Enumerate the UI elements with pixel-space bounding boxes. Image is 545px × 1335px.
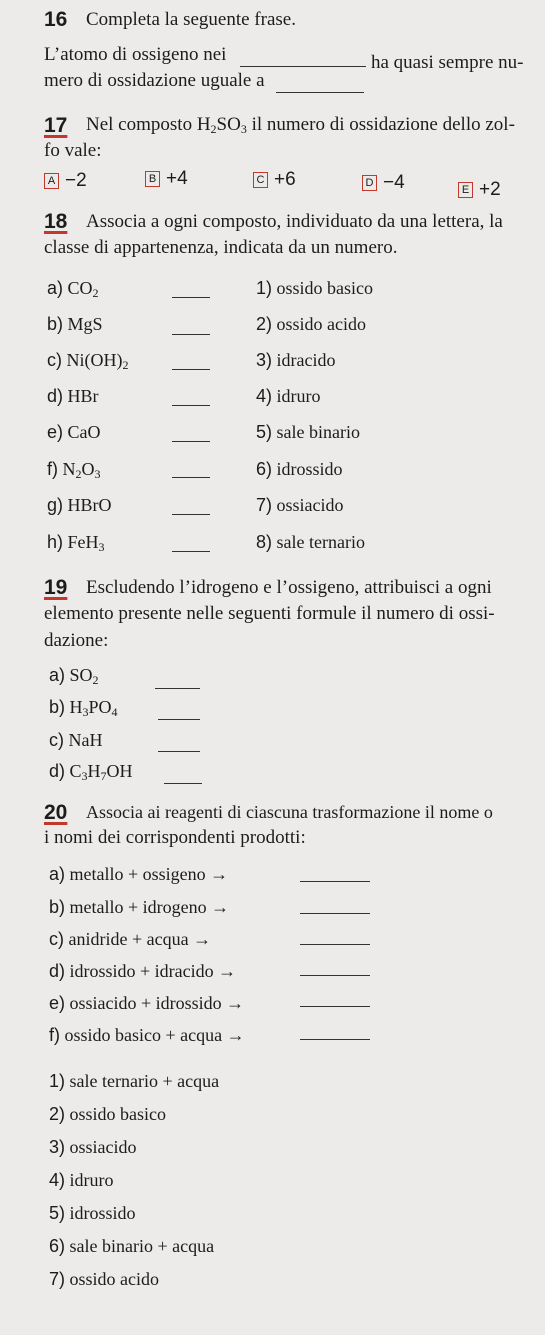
class-7-label: ossiacido [276,495,344,515]
class-6-num: 6) [256,459,273,479]
formula-a-p1: SO [69,665,93,685]
compound-f-blank[interactable] [172,477,210,478]
compound-g-base: HBrO [67,495,112,515]
exercise-17-sub2: 3 [240,122,247,136]
product-1-label: sale ternario + acqua [69,1071,220,1091]
class-4 [256,386,321,407]
reaction-e-text: ossiacido + idrossido → [69,993,245,1013]
class-2-num: 2) [256,314,273,334]
reaction-d-blank[interactable] [300,975,370,976]
exercise-19-number: 19 [44,576,68,599]
option-c-box: C [253,172,268,188]
exercise-20-line1: Associa ai reagenti di ciascuna trasformazione il nome o [86,802,493,822]
reaction-a-letter: a) [49,864,66,884]
reaction-d [49,961,236,982]
product-2-label: ossido basico [69,1104,167,1124]
formula-d [49,761,133,782]
reaction-a [49,864,228,885]
compound-c-sub: 2 [122,358,129,372]
exercise-19-line1: Escludendo l’idrogeno e l’ossigeno, attribuisci a ogni [86,577,492,598]
formula-a [49,665,99,686]
exercise-19-line2: elemento presente nelle seguenti formule il numero di ossi- [44,603,495,624]
product-3-num: 3) [49,1137,66,1157]
compound-f-base: N [62,459,76,479]
compound-e-letter: e) [47,422,64,442]
option-b[interactable] [145,168,188,190]
formula-b-s1: 3 [82,705,89,719]
product-4-label: idruro [69,1170,114,1190]
compound-g-blank[interactable] [172,514,210,515]
product-3-label: ossiacido [69,1137,137,1157]
class-5 [256,422,360,443]
option-d[interactable] [362,172,405,194]
exercise-17-sub1: 2 [210,122,217,136]
compound-b-base: MgS [67,314,103,334]
compound-d-blank[interactable] [172,405,210,406]
compound-h-base: FeH [67,532,99,552]
compound-f-letter: f) [47,459,58,479]
reaction-c-text: anidride + acqua → [68,929,212,949]
compound-c-blank[interactable] [172,369,210,370]
formula-d-p2: H [87,761,101,781]
compound-a [47,278,99,299]
compound-g [47,495,112,516]
exercise-17-line2: fo vale: [44,140,102,161]
class-2-label: ossido acido [276,314,367,334]
exercise-17-text-after: il numero di ossidazione dello zol- [246,114,515,135]
compound-f [47,459,101,480]
formula-b [49,697,118,718]
option-b-value: +4 [166,168,188,189]
compound-h-blank[interactable] [172,551,210,552]
exercise-19-line3: dazione: [44,630,109,651]
product-1-num: 1) [49,1071,66,1091]
reaction-b-text: metallo + idrogeno → [69,897,230,917]
formula-c-letter: c) [49,730,64,750]
product-7 [49,1269,159,1290]
compound-b [47,314,103,335]
formula-b-blank[interactable] [158,719,200,720]
reaction-d-letter: d) [49,961,66,981]
product-4 [49,1170,114,1191]
reaction-c [49,929,211,950]
product-3 [49,1137,137,1158]
exercise-16-blank-1[interactable] [240,66,366,67]
formula-d-p3: OH [106,761,133,781]
product-1 [49,1071,219,1092]
compound-c-letter: c) [47,350,62,370]
class-8 [256,532,365,553]
reaction-a-blank[interactable] [300,881,370,882]
exercise-18-line2: classe di appartenenza, indicata da un numero. [44,237,398,258]
class-1 [256,278,373,299]
compound-a-blank[interactable] [172,297,210,298]
compound-a-sub: 2 [92,286,99,300]
formula-d-s2: 7 [100,769,107,783]
product-2-num: 2) [49,1104,66,1124]
option-d-box: D [362,175,377,191]
class-1-label: ossido basico [276,278,374,298]
formula-b-s2: 4 [111,705,118,719]
compound-h [47,532,105,553]
compound-f-tail: O [81,459,95,479]
formula-b-p2: PO [88,697,112,717]
compound-a-letter: a) [47,278,64,298]
exercise-16-blank-2[interactable] [276,92,364,93]
product-7-label: ossido acido [69,1269,160,1289]
product-5-label: idrossido [69,1203,136,1223]
class-1-num: 1) [256,278,273,298]
option-e[interactable] [458,179,501,201]
formula-a-s1: 2 [92,673,99,687]
compound-h-letter: h) [47,532,64,552]
exercise-17-text-mid: SO [216,114,241,135]
exercise-16-title: Completa la seguente frase. [86,9,296,30]
exercise-17-line1 [86,114,515,136]
class-4-label: idruro [276,386,321,406]
reaction-f-blank[interactable] [300,1039,370,1040]
class-6 [256,459,343,480]
formula-d-p1: C [69,761,82,781]
exercise-17-number: 17 [44,114,68,137]
exercise-16-line1-end: ha quasi sempre nu- [371,52,524,73]
compound-d [47,386,99,407]
compound-c [47,350,129,371]
formula-a-letter: a) [49,665,66,685]
reaction-e-letter: e) [49,993,66,1013]
product-5 [49,1203,136,1224]
formula-a-blank[interactable] [155,688,200,689]
product-6-label: sale binario + acqua [69,1236,215,1256]
formula-b-p1: H [69,697,83,717]
product-6 [49,1236,214,1257]
exercise-16-line1-start: L’atomo di ossigeno nei [44,44,227,65]
exercise-16-line2: mero di ossidazione uguale a [44,70,265,91]
exercise-20-number: 20 [44,801,68,824]
reaction-c-blank[interactable] [300,944,370,945]
exercise-20-line2: i nomi dei corrispondenti prodotti: [44,827,306,848]
formula-c-blank[interactable] [158,751,200,752]
compound-a-base: CO [67,278,93,298]
compound-f-sub2: 3 [94,467,101,481]
compound-h-sub: 3 [98,540,105,554]
option-e-value: +2 [479,179,501,200]
compound-b-blank[interactable] [172,334,210,335]
compound-e [47,422,101,443]
class-4-num: 4) [256,386,273,406]
class-8-num: 8) [256,532,273,552]
formula-d-blank[interactable] [164,783,202,784]
reaction-d-text: idrossido + idracido → [69,961,237,981]
reaction-e [49,993,244,1014]
class-5-label: sale binario [276,422,360,442]
product-4-num: 4) [49,1170,66,1190]
reaction-f-letter: f) [49,1025,60,1045]
reaction-b-letter: b) [49,897,66,917]
exercise-18-line1: Associa a ogni composto, individuato da una lettera, la [86,211,503,232]
reaction-f [49,1025,245,1046]
option-a-value: −2 [65,170,87,191]
option-a[interactable] [44,170,87,192]
class-2 [256,314,366,335]
option-d-value: −4 [383,172,405,193]
reaction-c-letter: c) [49,929,64,949]
formula-d-letter: d) [49,761,66,781]
compound-e-blank[interactable] [172,441,210,442]
product-5-num: 5) [49,1203,66,1223]
class-3 [256,350,336,371]
class-7 [256,495,344,516]
compound-d-letter: d) [47,386,64,406]
exercise-16-number: 16 [44,8,68,31]
compound-d-base: HBr [67,386,99,406]
class-8-label: sale ternario [276,532,365,552]
class-6-label: idrossido [276,459,343,479]
product-2 [49,1104,166,1125]
compound-e-base: CaO [67,422,101,442]
compound-b-letter: b) [47,314,64,334]
class-3-label: idracido [276,350,336,370]
compound-c-base: Ni(OH) [66,350,123,370]
reaction-b-blank[interactable] [300,913,370,914]
reaction-a-text: metallo + ossigeno → [69,864,229,884]
product-6-num: 6) [49,1236,66,1256]
formula-c [49,730,103,751]
class-3-num: 3) [256,350,273,370]
option-c-value: +6 [274,169,296,190]
exercise-18-number: 18 [44,210,68,233]
option-b-box: B [145,171,160,187]
reaction-b [49,897,229,918]
class-7-num: 7) [256,495,273,515]
class-5-num: 5) [256,422,273,442]
exercise-17-text-before: Nel composto H [86,114,211,135]
compound-f-sub: 2 [75,467,82,481]
option-a-box: A [44,173,59,189]
option-c[interactable] [253,169,296,191]
reaction-f-text: ossido basico + acqua → [64,1025,245,1045]
compound-g-letter: g) [47,495,64,515]
reaction-e-blank[interactable] [300,1006,370,1007]
formula-c-p1: NaH [68,730,103,750]
product-7-num: 7) [49,1269,66,1289]
option-e-box: E [458,182,473,198]
formula-d-s1: 3 [81,769,88,783]
formula-b-letter: b) [49,697,66,717]
